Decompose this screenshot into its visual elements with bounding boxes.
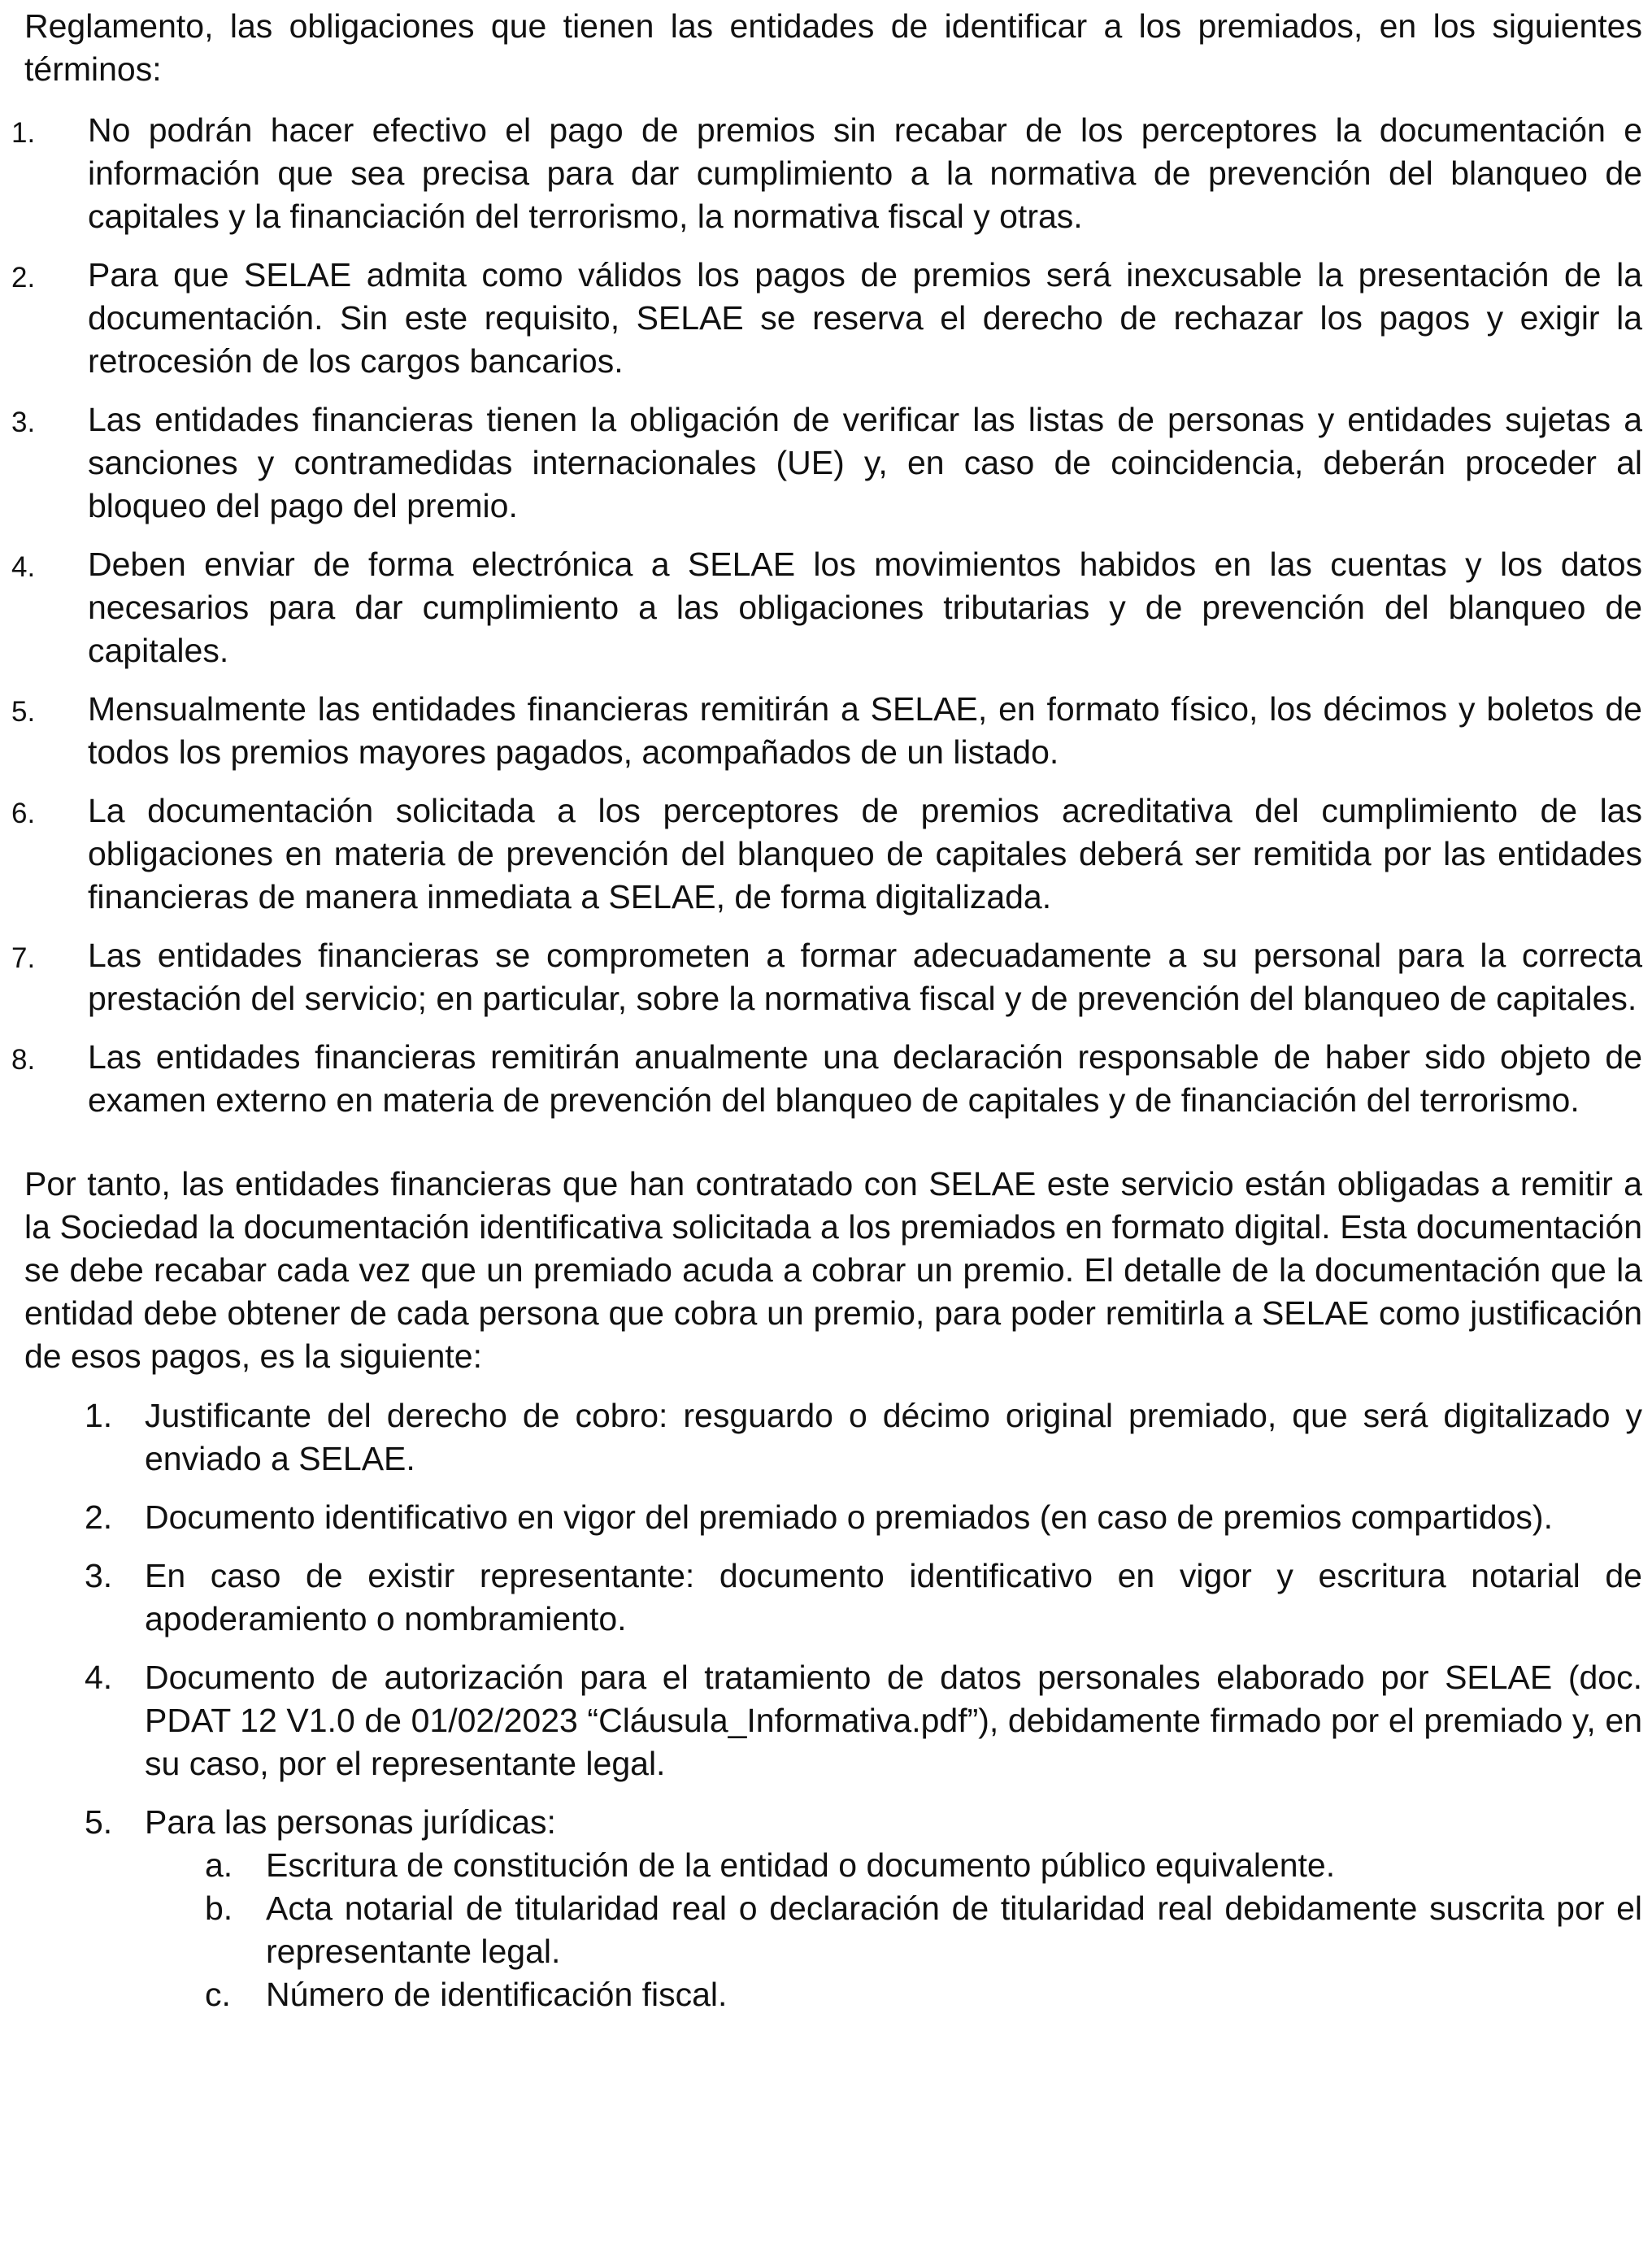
item-text: Para que SELAE admita como válidos los pagos de premios será inexcusable la presentación de la documentación. Sin este requisito, SELAE se reserva el derecho de rechazar los pagos y exigir la retrocesión de los cargos bancarios. [88, 256, 1642, 380]
item-number: 4. [85, 1659, 113, 1696]
item-number: 2. [85, 1498, 113, 1536]
item-text: En caso de existir representante: documento identificativo en vigor y escritura notarial de apoderamiento o nombramiento. [145, 1557, 1642, 1637]
intro-paragraph: Reglamento, las obligaciones que tienen las entidades de identificar a los premiados, en los siguientes términos: [24, 7, 1642, 88]
item-text: Deben enviar de forma electrónica a SELAE los movimientos habidos en las cuentas y los datos necesarios para dar cumplimiento a las obligaciones tributarias y de prevención del blanqueo de capitales. [88, 546, 1642, 669]
item-text: Las entidades financieras tienen la obligación de verificar las listas de personas y entidades sujetas a sanciones y contramedidas internacionales (UE) y, en caso de coincidencia, deberán proceder al bloqueo del pago del premio. [88, 401, 1642, 524]
list-item [11, 688, 1642, 774]
sublist-item [144, 1887, 1642, 1973]
item-letter: b. [205, 1890, 233, 1927]
item-letter: a. [205, 1846, 233, 1884]
item-number: 5. [85, 1803, 113, 1841]
list-item [24, 1394, 1642, 1481]
list-item [11, 398, 1642, 528]
item-text: Mensualmente las entidades financieras remitirán a SELAE, en formato físico, los décimos y boletos de todos los premios mayores pagados, acompañados de un listado. [88, 690, 1642, 771]
item-number: 4. [11, 551, 36, 583]
sublist-item [144, 1844, 1642, 1887]
item-number: 2. [11, 262, 36, 294]
list-item [24, 1555, 1642, 1641]
item-text: La documentación solicitada a los perceptores de premios acreditativa del cumplimiento de las obligaciones en materia de prevención del blanqueo de capitales deberá ser remitida por las entidades financieras de manera inmediata a SELAE, de forma digitalizada. [88, 792, 1642, 915]
list-item [24, 1656, 1642, 1785]
item-number: 6. [11, 798, 36, 829]
item-text: Para las personas jurídicas: [145, 1803, 556, 1841]
list-item [11, 109, 1642, 238]
item-text: No podrán hacer efectivo el pago de premios sin recabar de los perceptores la documentación e información que sea precisa para dar cumplimiento a la normativa de prevención del blanqueo de capitales y la financiación del terrorismo, la normativa fiscal y otras. [88, 111, 1642, 235]
legal-entity-sublist [145, 1844, 1642, 2016]
item-text: Justificante del derecho de cobro: resguardo o décimo original premiado, que será digitalizado y enviado a SELAE. [145, 1397, 1642, 1477]
item-number: 7. [11, 942, 36, 974]
item-number: 5. [11, 696, 36, 728]
item-number: 3. [11, 407, 36, 438]
list-item [11, 789, 1642, 919]
item-number: 1. [85, 1397, 113, 1434]
item-number: 3. [85, 1557, 113, 1594]
list-item [11, 543, 1642, 672]
item-text: Acta notarial de titularidad real o declaración de titularidad real debidamente suscrita por el representante legal. [266, 1890, 1642, 1970]
item-text: Documento de autorización para el tratamiento de datos personales elaborado por SELAE (doc. PDAT 12 V1.0 de 01/02/2023 “Cláusula_Informativa.pdf”), debidamente firmado por el premiado y, en su caso, por el representante legal. [145, 1659, 1642, 1782]
item-text: Las entidades financieras remitirán anualmente una declaración responsable de haber sido objeto de examen externo en materia de prevención del blanqueo de capitales y de financiación del terrorismo. [88, 1038, 1642, 1119]
list-item [24, 1496, 1642, 1539]
item-text: Escritura de constitución de la entidad o documento público equivalente. [266, 1846, 1336, 1884]
item-text: Número de identificación fiscal. [266, 1976, 728, 2013]
item-number: 8. [11, 1044, 36, 1076]
item-letter: c. [205, 1976, 231, 2013]
document-page [11, 5, 1642, 2032]
list-item [11, 254, 1642, 383]
list-item [24, 1801, 1642, 2016]
summary-paragraph: Por tanto, las entidades financieras que han contratado con SELAE este servicio están obligadas a remitir a la Sociedad la documentación identificativa solicitada a los premiados en formato digital. Esta documentación se debe recabar cada vez que un premiado acuda a cobrar un premio. El detalle de la documentación que la entidad debe obtener de cada persona que cobra un premio, para poder remitirla a SELAE como justificación de esos pagos, es la siguiente: [24, 1165, 1642, 1375]
list-item [11, 1036, 1642, 1122]
sublist-item [144, 1973, 1642, 2016]
documents-list [24, 1394, 1642, 2016]
list-item [11, 934, 1642, 1020]
item-number: 1. [11, 117, 36, 149]
item-text: Documento identificativo en vigor del premiado o premiados (en caso de premios compartidos). [145, 1498, 1553, 1536]
item-text: Las entidades financieras se comprometen a formar adecuadamente a su personal para la correcta prestación del servicio; en particular, sobre la normativa fiscal y de prevención del blanqueo de capitales. [88, 937, 1642, 1017]
obligations-list [11, 109, 1642, 1122]
